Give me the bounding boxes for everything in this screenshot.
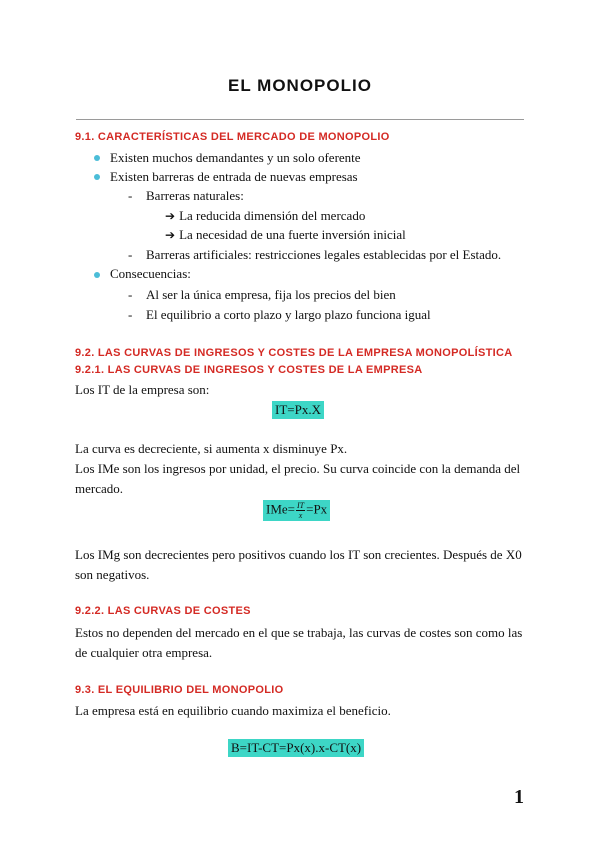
section-9-3-heading: 9.3. EL EQUILIBRIO DEL MONOPOLIO [75,684,284,696]
paragraph: mercado. [75,481,124,496]
arrow-right-icon: ➔ [165,228,176,242]
arrow-item [165,227,406,243]
section-9-1-heading: 9.1. CARACTERÍSTICAS DEL MERCADO DE MONOPOLIO [75,131,390,143]
formula-ime [263,500,330,521]
dash-icon: - [128,247,133,262]
page-number: 1 [514,786,524,808]
bullet-text: Existen muchos demandantes y un solo oferente [110,150,361,165]
dash-icon: - [128,307,133,322]
arrow-right-icon: ➔ [165,209,176,223]
document-title: EL MONOPOLIO [228,76,372,95]
sub-item-text: Barreras naturales: [146,188,244,203]
bullet-icon [94,272,100,278]
fraction-numerator: IT [297,501,305,510]
paragraph: Los IT de la empresa son: [75,382,210,397]
paragraph: La curva es decreciente, si aumenta x disminuye Px. [75,441,348,456]
formula-it: IT=Px.X [272,401,324,419]
fraction-denominator: x [298,511,303,520]
formula-benefit: B=IT-CT=Px(x).x-CT(x) [228,739,364,757]
arrow-item-text: La reducida dimensión del mercado [179,208,366,223]
bullet-icon [94,155,100,161]
paragraph: Los IMe son los ingresos por unidad, el precio. Su curva coincide con la demanda del [75,461,521,476]
bullet-icon [94,174,100,180]
section-9-2-heading: 9.2. LAS CURVAS DE INGRESOS Y COSTES DE LA EMPRESA MONOPOLÍSTICA [75,347,513,359]
sub-item-text: Al ser la única empresa, fija los precios del bien [146,287,396,302]
paragraph: La empresa está en equilibrio cuando maximiza el beneficio. [75,703,391,718]
arrow-item-text: La necesidad de una fuerte inversión inicial [179,227,406,242]
arrow-item [165,208,365,224]
bullet-text: Existen barreras de entrada de nuevas empresas [110,169,358,184]
section-9-2-1-heading: 9.2.1. LAS CURVAS DE INGRESOS Y COSTES DE LA EMPRESA [75,364,423,376]
sub-item-text: Barreras artificiales: restricciones legales establecidas por el Estado. [146,247,502,262]
paragraph: Los IMg son decrecientes pero positivos cuando los IT son crecientes. Después de X0 [75,547,522,562]
section-9-2-2-heading: 9.2.2. LAS CURVAS DE COSTES [75,605,251,617]
formula-ime-left: IMe= [266,501,295,517]
sub-item-text: El equilibrio a corto plazo y largo plazo funciona igual [146,307,431,322]
formula-fraction [296,501,305,520]
title-divider [76,119,524,120]
dash-icon: - [128,188,133,203]
dash-icon: - [128,287,133,302]
paragraph: son negativos. [75,567,150,582]
bullet-text: Consecuencias: [110,266,191,281]
formula-ime-right: =Px [306,501,328,517]
paragraph: Estos no dependen del mercado en el que se trabaja, las curvas de costes son como las [75,625,523,640]
paragraph: de cualquier otra empresa. [75,645,213,660]
